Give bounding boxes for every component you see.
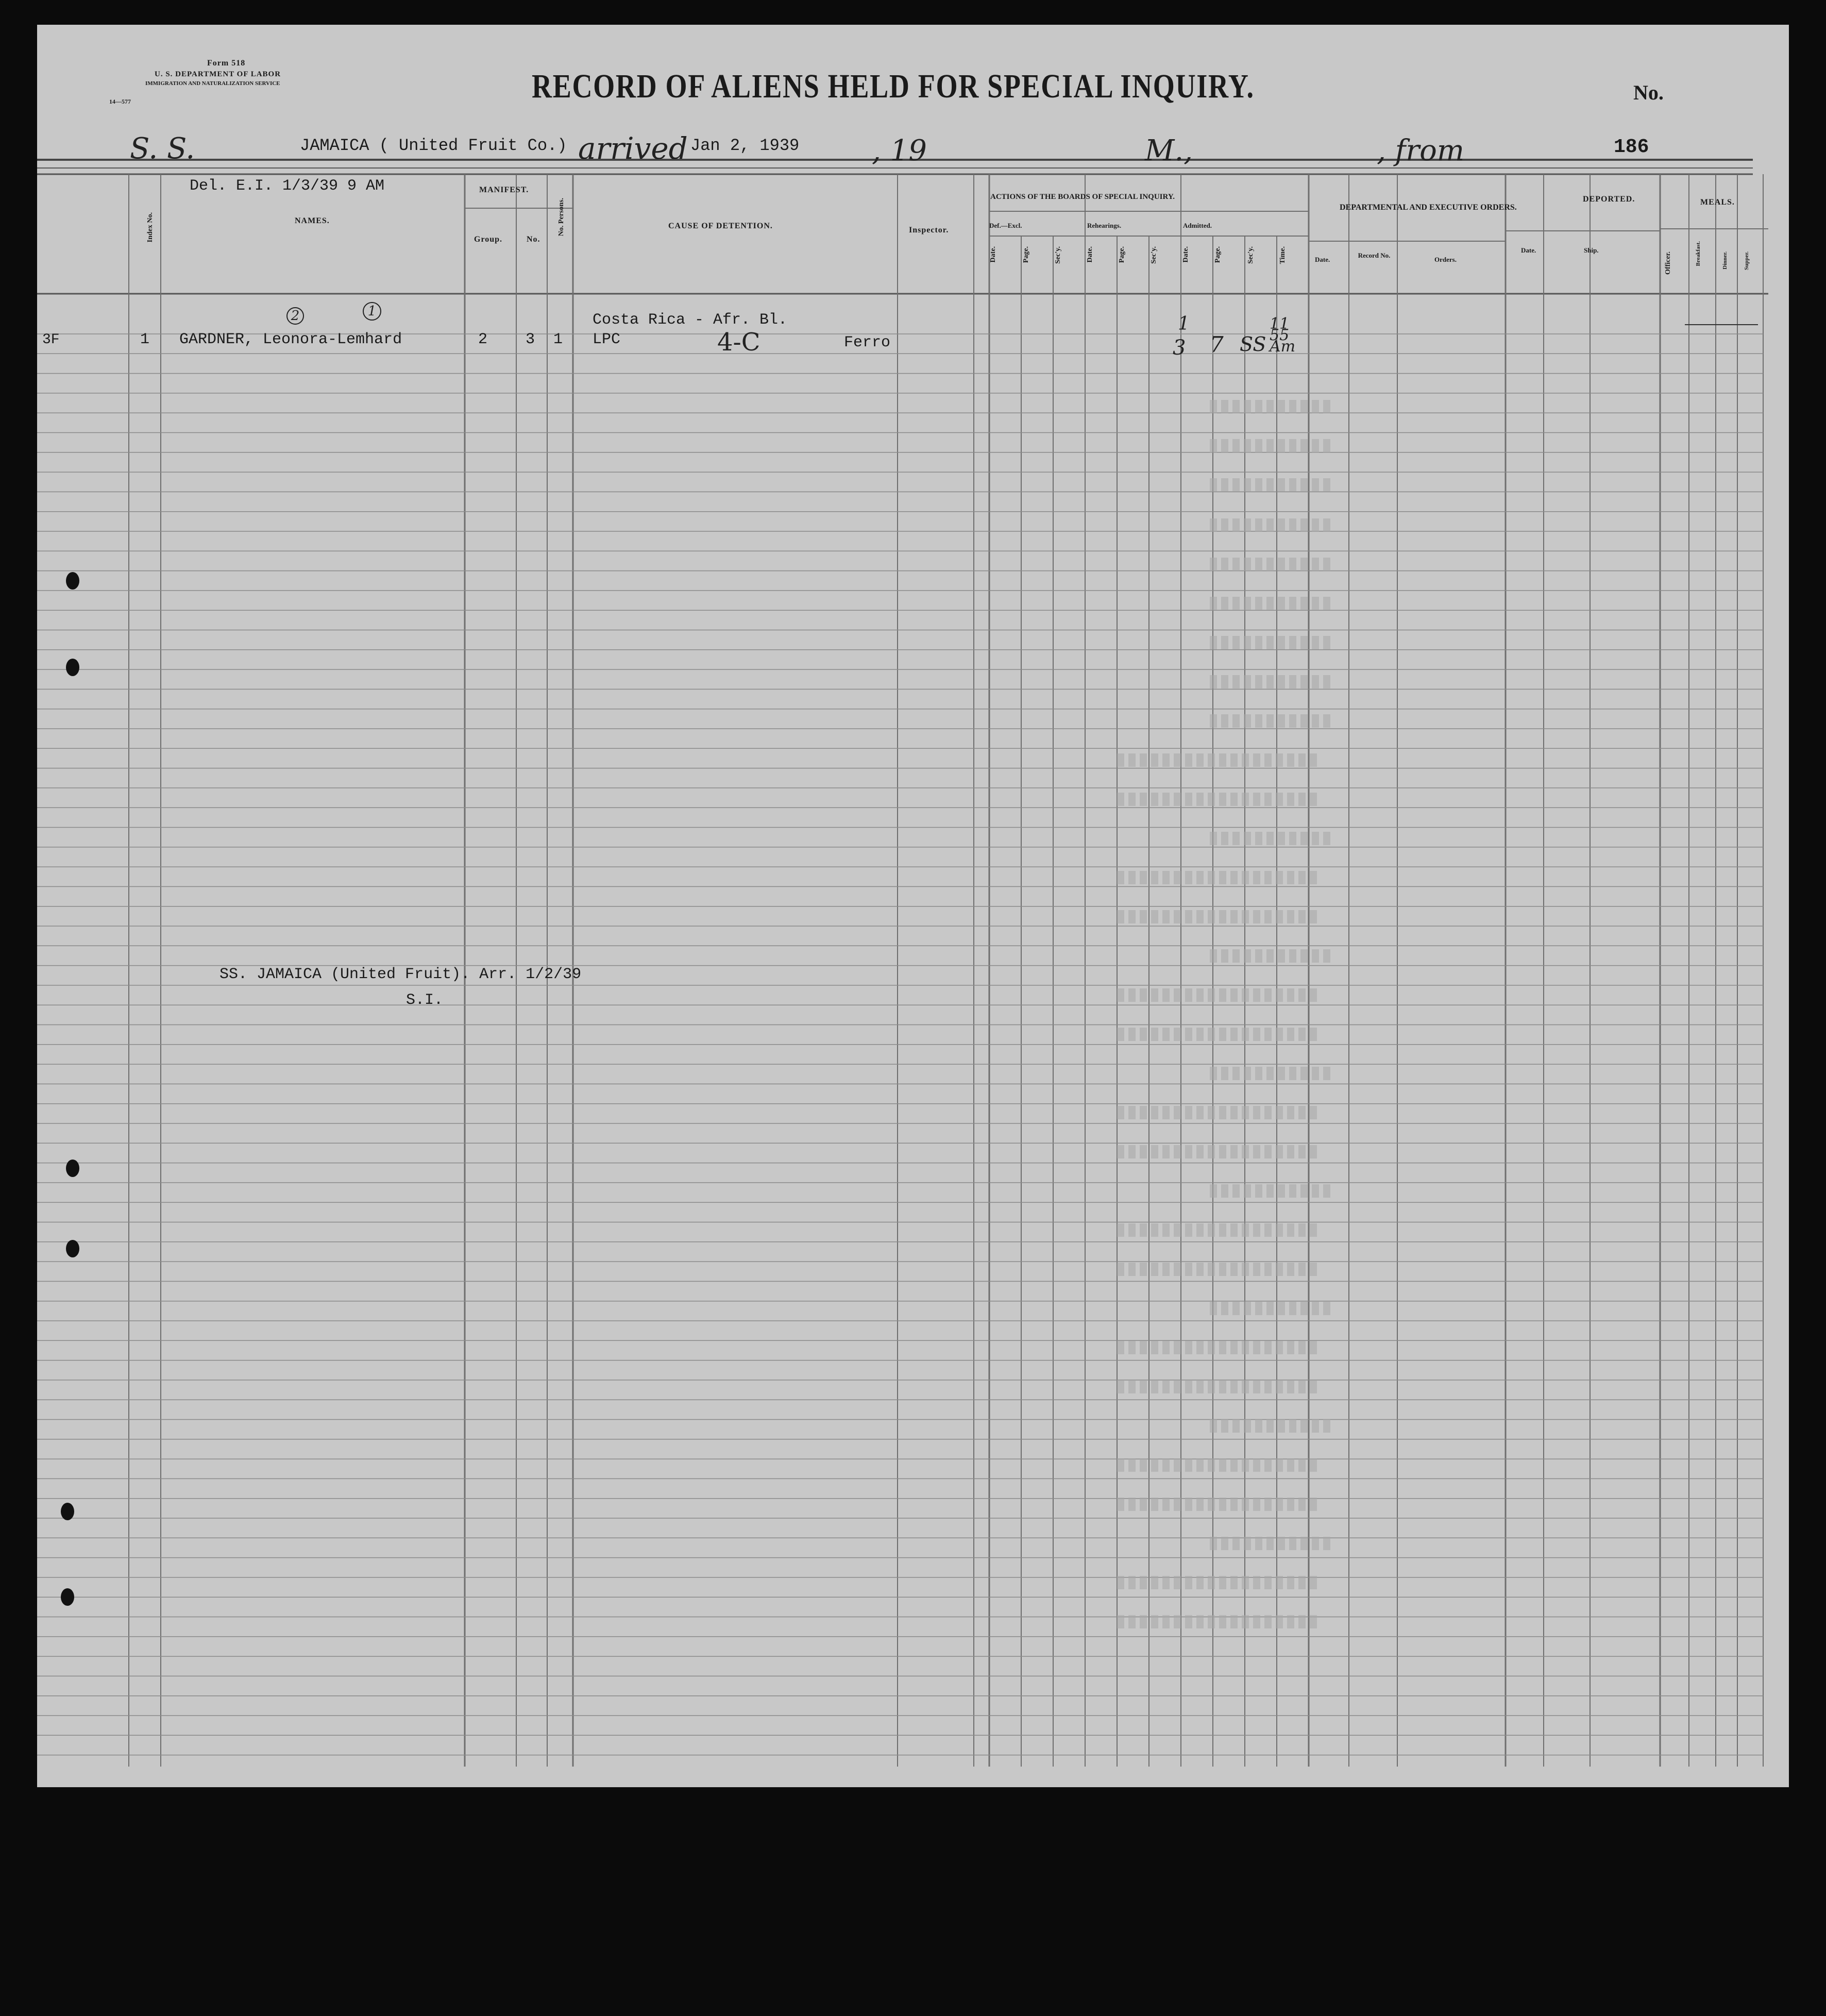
footer-note-line1: SS. JAMAICA (United Fruit). Arr. 1/2/39	[219, 966, 582, 983]
header-adm-secy: Sec'y.	[1247, 246, 1255, 264]
page-title: RECORD OF ALIENS HELD FOR SPECIAL INQUIRY.	[532, 68, 1255, 105]
entry-index: 1	[140, 331, 150, 348]
header-adm-page: Page.	[1214, 246, 1222, 263]
header-reh-page: Page.	[1118, 246, 1126, 263]
header-group: Group.	[474, 235, 503, 244]
bleed-through-block	[1117, 1341, 1318, 1354]
header-manifest: MANIFEST.	[479, 186, 529, 194]
bleed-through-block	[1117, 753, 1318, 767]
bleed-through-block	[1210, 1302, 1333, 1315]
entry-admitted-time: 11 55 Am	[1270, 315, 1296, 356]
bleed-through-block	[1210, 1419, 1333, 1433]
entry-admitted-page: 7	[1210, 332, 1224, 357]
bleed-through-block	[1117, 1576, 1318, 1589]
header-departmental: DEPARTMENTAL AND EXECUTIVE ORDERS.	[1340, 203, 1517, 212]
bleed-through-block	[1117, 1263, 1318, 1276]
bleed-through-block	[1210, 597, 1333, 610]
entry-cause-line2: LPC	[593, 331, 621, 348]
punch-hole	[61, 1503, 74, 1520]
ship-name: JAMAICA ( United Fruit Co.)	[300, 136, 567, 155]
header-dinner: Dinner.	[1722, 251, 1728, 270]
header-breakfast: Breakfast.	[1695, 241, 1701, 266]
bleed-through-block	[1117, 1028, 1318, 1041]
entry-inspector: Ferro	[844, 334, 891, 351]
header-actions: ACTIONS OF THE BOARDS OF SPECIAL INQUIRY.	[990, 193, 1175, 201]
header-def-excl: Def.—Excl.	[989, 222, 1022, 229]
header-deported: DEPORTED.	[1583, 195, 1635, 204]
from-label: , from	[1377, 134, 1464, 167]
form-code: 14—577	[109, 98, 131, 105]
ss-label: S. S.	[130, 132, 195, 165]
bleed-through-block	[1210, 949, 1333, 963]
bleed-through-block	[1210, 1067, 1333, 1080]
entry-mark: 3F	[42, 332, 60, 348]
header-no: No.	[527, 235, 540, 244]
ruled-grid	[37, 25, 1789, 1787]
punch-hole	[66, 659, 79, 676]
bleed-through-block	[1210, 714, 1333, 728]
bleed-through-block	[1117, 1106, 1318, 1119]
bleed-through-block	[1117, 793, 1318, 806]
bleed-through-block	[1117, 1223, 1318, 1237]
header-inspector: Inspector.	[909, 226, 949, 234]
entry-cause-handwritten: 4-C	[717, 328, 760, 357]
header-index-no: Index No.	[146, 212, 154, 243]
entry-admitted-secy: SS	[1240, 333, 1266, 356]
entry-admitted-date: 3	[1173, 336, 1186, 360]
bleed-through-block	[1117, 1615, 1318, 1628]
bleed-through-block	[1117, 988, 1318, 1002]
bleed-through-block	[1117, 1380, 1318, 1393]
entry-admitted-date-top: 1	[1178, 313, 1190, 334]
entry-cause-line1: Costa Rica - Afr. Bl.	[593, 311, 788, 329]
header-supper: Supper.	[1744, 251, 1750, 270]
no-label: No.	[1633, 81, 1664, 104]
year-prefix: , 19	[872, 134, 927, 167]
bleed-through-block	[1210, 478, 1333, 492]
header-def-date: Date.	[989, 246, 997, 263]
header-adm-date: Date.	[1182, 246, 1190, 263]
header-cause: CAUSE OF DETENTION.	[668, 222, 773, 230]
header-dep-ship: Ship.	[1584, 246, 1599, 254]
bleed-through-block	[1210, 1537, 1333, 1550]
bleed-through-block	[1117, 871, 1318, 884]
header-meals: MEALS.	[1700, 198, 1735, 207]
entry-name: GARDNER, Leonora-Lemhard	[179, 331, 402, 348]
bleed-through-block	[1210, 636, 1333, 649]
department-name: U. S. DEPARTMENT OF LABOR	[155, 70, 281, 78]
bleed-through-block	[1117, 1498, 1318, 1511]
header-names: NAMES.	[295, 216, 330, 225]
circled-number-1: 1	[363, 302, 381, 321]
bleed-through-block	[1117, 1145, 1318, 1158]
record-sheet	[37, 25, 1789, 1787]
bleed-through-block	[1210, 400, 1333, 413]
header-orders: Orders.	[1434, 256, 1457, 263]
entry-group: 2	[478, 331, 488, 348]
service-name: IMMIGRATION AND NATURALIZATION SERVICE	[145, 80, 280, 87]
footer-note-line2: S.I.	[406, 992, 444, 1009]
bleed-through-block	[1117, 910, 1318, 923]
header-record-no: Record No.	[1358, 251, 1391, 259]
header-reh-date: Date.	[1086, 246, 1094, 263]
bleed-through-block	[1210, 439, 1333, 452]
punch-hole	[66, 572, 79, 590]
punch-hole	[66, 1240, 79, 1257]
m-label: M.,	[1145, 134, 1193, 167]
header-def-page: Page.	[1022, 246, 1030, 263]
delivery-note: Del. E.I. 1/3/39 9 AM	[190, 177, 385, 195]
arrived-date: Jan 2, 1939	[690, 136, 800, 155]
header-def-secy: Sec'y.	[1054, 246, 1062, 264]
header-officer: Officer.	[1664, 251, 1672, 275]
punch-hole	[66, 1160, 79, 1177]
entry-persons: 1	[553, 331, 563, 348]
header-dept-date: Date.	[1315, 256, 1330, 263]
entry-manifest-no: 3	[526, 331, 535, 348]
bleed-through-block	[1210, 1184, 1333, 1198]
header-admitted: Admitted.	[1183, 222, 1212, 229]
header-no-persons: No. Persons.	[557, 198, 565, 237]
arrived-label: arrived	[578, 131, 688, 166]
form-number: Form 518	[207, 59, 246, 68]
header-rehearings: Rehearings.	[1087, 222, 1122, 229]
circled-number-2: 2	[286, 307, 304, 325]
bleed-through-block	[1117, 1458, 1318, 1472]
header-dep-date: Date.	[1521, 246, 1536, 254]
bleed-through-block	[1210, 518, 1333, 532]
bleed-through-block	[1210, 675, 1333, 688]
bleed-through-block	[1210, 558, 1333, 571]
header-reh-secy: Sec'y.	[1150, 246, 1158, 264]
header-adm-time: Time.	[1279, 246, 1287, 264]
punch-hole	[61, 1588, 74, 1606]
page-number: 186	[1614, 136, 1649, 158]
bleed-through-block	[1210, 832, 1333, 845]
